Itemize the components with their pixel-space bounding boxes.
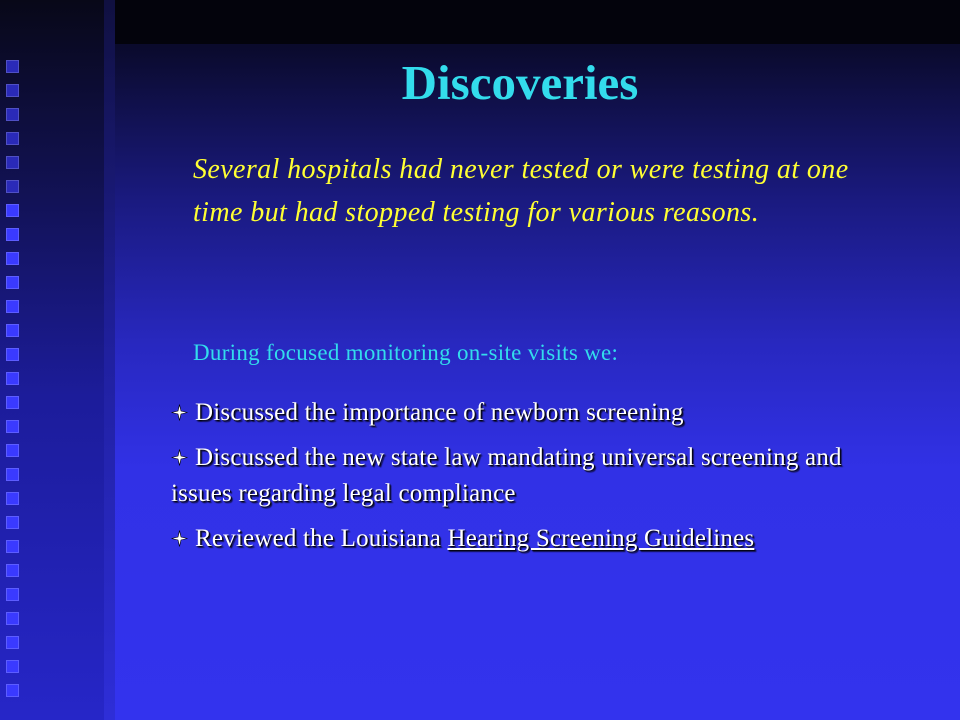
bullet-text: Discussed the new state law mandating universal screening and issues regarding legal compliance [171,444,842,507]
square-decoration [6,132,19,145]
square-decoration [6,372,19,385]
bullet-item [171,440,871,512]
square-decoration [6,396,19,409]
square-decoration [6,84,19,97]
bullet-list [171,395,871,566]
sidebar-decoration [0,0,115,720]
square-decoration [6,204,19,217]
sidebar-square-pattern [6,60,28,708]
top-bar-decoration [115,0,960,44]
square-decoration [6,252,19,265]
sidebar-stripe [104,0,115,720]
square-decoration [6,516,19,529]
square-decoration [6,636,19,649]
bullet-item [171,395,871,431]
square-decoration [6,588,19,601]
diamond-bullet-icon [171,404,188,421]
square-decoration [6,108,19,121]
square-decoration [6,540,19,553]
square-decoration [6,684,19,697]
square-decoration [6,420,19,433]
square-decoration [6,492,19,505]
diamond-bullet-icon [171,530,188,547]
guidelines-link[interactable]: Hearing Screening Guidelines [447,525,755,552]
slide-title: Discoveries [401,55,639,110]
square-decoration [6,348,19,361]
square-decoration [6,228,19,241]
square-decoration [6,612,19,625]
square-decoration [6,276,19,289]
bullet-text: Reviewed the Louisiana [195,525,441,552]
square-decoration [6,156,19,169]
bullet-text: Discussed the importance of newborn screening [195,399,684,426]
intro-paragraph: Several hospitals had never tested or were testing at one time but had stopped testing for various reasons. [193,154,849,228]
square-decoration [6,444,19,457]
bullet-item [171,521,871,557]
square-decoration [6,564,19,577]
diamond-bullet-icon [171,449,188,466]
square-decoration [6,300,19,313]
square-decoration [6,180,19,193]
square-decoration [6,60,19,73]
square-decoration [6,324,19,337]
square-decoration [6,468,19,481]
lead-text: During focused monitoring on-site visits we: [193,340,619,365]
square-decoration [6,660,19,673]
